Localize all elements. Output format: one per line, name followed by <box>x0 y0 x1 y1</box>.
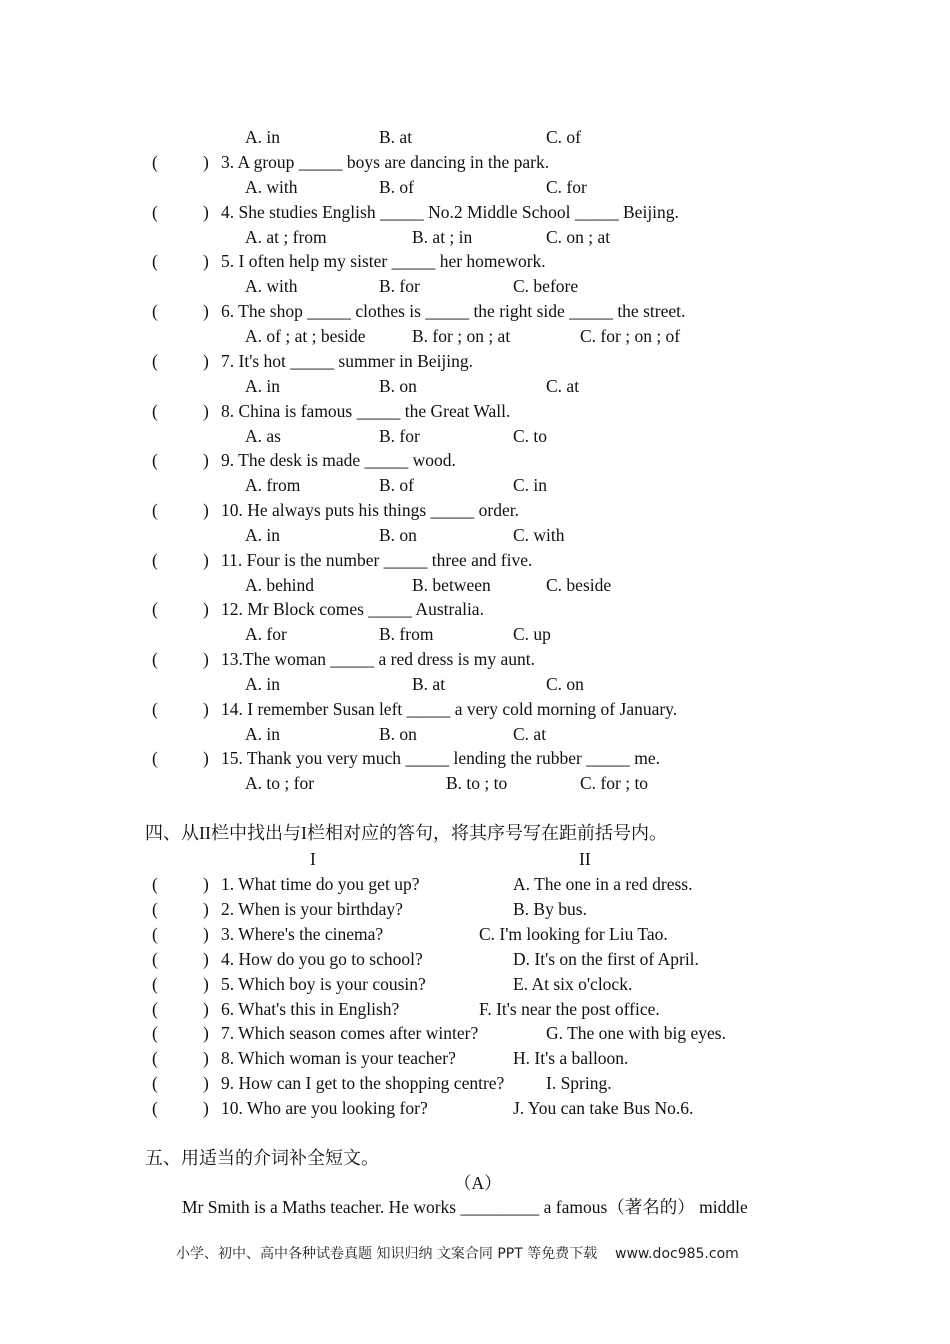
match-paren-open: ( <box>152 1048 158 1068</box>
match-question: 3. Where's the cinema? <box>221 924 384 944</box>
option-label: B. for <box>379 276 420 296</box>
option-label: B. from <box>379 624 434 644</box>
match-paren-close: ) <box>203 899 209 919</box>
option-label: B. to ; to <box>446 773 508 793</box>
answer-paren-close: ) <box>203 152 209 172</box>
match-paren-open: ( <box>152 899 158 919</box>
option-label: C. to <box>513 426 548 446</box>
match-answer: D. It's on the first of April. <box>513 949 699 969</box>
match-paren-open: ( <box>152 999 158 1019</box>
match-question: 4. How do you go to school? <box>221 949 423 969</box>
answer-paren-close: ) <box>203 202 209 222</box>
column-ii-header: II <box>579 849 591 869</box>
option-label: A. with <box>245 276 298 296</box>
answer-paren-open: ( <box>152 152 158 172</box>
option-label: A. in <box>245 724 280 744</box>
option-label: C. at <box>546 376 580 396</box>
answer-paren-open: ( <box>152 401 158 421</box>
match-question: 5. Which boy is your cousin? <box>221 974 426 994</box>
match-paren-close: ) <box>203 999 209 1019</box>
match-answer: B. By bus. <box>513 899 587 919</box>
answer-paren-open: ( <box>152 301 158 321</box>
match-paren-close: ) <box>203 924 209 944</box>
option-label: A. at ; from <box>245 227 327 247</box>
option-label: C. with <box>513 525 565 545</box>
option-label: C. for <box>546 177 587 197</box>
match-paren-close: ) <box>203 1048 209 1068</box>
option-label: A. in <box>245 525 280 545</box>
match-question: 7. Which season comes after winter? <box>221 1023 479 1043</box>
option-label: B. at ; in <box>412 227 473 247</box>
answer-paren-close: ) <box>203 748 209 768</box>
option-label: A. with <box>245 177 298 197</box>
option-label: C. for ; on ; of <box>580 326 681 346</box>
match-answer: G. The one with big eyes. <box>546 1023 726 1043</box>
answer-paren-open: ( <box>152 500 158 520</box>
option-label: B. on <box>379 724 417 744</box>
match-answer: A. The one in a red dress. <box>513 874 693 894</box>
match-paren-open: ( <box>152 924 158 944</box>
option-label: C. of <box>546 127 581 147</box>
question-stem: 5. I often help my sister _____ her homework. <box>221 251 546 271</box>
match-paren-close: ) <box>203 874 209 894</box>
match-answer: I. Spring. <box>546 1073 612 1093</box>
match-paren-open: ( <box>152 1098 158 1118</box>
section5-title: 五、用适当的介词补全短文。 <box>145 1148 379 1168</box>
match-paren-open: ( <box>152 974 158 994</box>
option-label: A. as <box>245 426 281 446</box>
question-stem: 4. She studies English _____ No.2 Middle School _____ Beijing. <box>221 202 679 222</box>
match-question: 9. How can I get to the shopping centre? <box>221 1073 505 1093</box>
option-label: C. on <box>546 674 584 694</box>
answer-paren-open: ( <box>152 202 158 222</box>
answer-paren-close: ) <box>203 251 209 271</box>
question-stem: 3. A group _____ boys are dancing in the park. <box>221 152 550 172</box>
option-label: A. for <box>245 624 287 644</box>
answer-paren-open: ( <box>152 450 158 470</box>
option-label: B. on <box>379 525 417 545</box>
question-stem: 15. Thank you very much _____ lending the rubber _____ me. <box>221 748 661 768</box>
answer-paren-close: ) <box>203 699 209 719</box>
answer-paren-close: ) <box>203 649 209 669</box>
match-paren-open: ( <box>152 1023 158 1043</box>
option-label: A. in <box>245 376 280 396</box>
question-stem: 9. The desk is made _____ wood. <box>221 450 456 470</box>
passage-first-line: Mr Smith is a Maths teacher. He works _________ a famous（著名的） middle <box>182 1197 748 1217</box>
option-label: B. of <box>379 177 414 197</box>
match-question: 1. What time do you get up? <box>221 874 420 894</box>
match-answer: J. You can take Bus No.6. <box>513 1098 694 1118</box>
option-label: C. beside <box>546 575 612 595</box>
answer-paren-open: ( <box>152 351 158 371</box>
option-label: A. to ; for <box>245 773 315 793</box>
question-stem: 7. It's hot _____ summer in Beijing. <box>221 351 474 371</box>
question-stem: 8. China is famous _____ the Great Wall. <box>221 401 511 421</box>
option-label: C. on ; at <box>546 227 611 247</box>
answer-paren-open: ( <box>152 599 158 619</box>
answer-paren-close: ) <box>203 351 209 371</box>
answer-paren-close: ) <box>203 599 209 619</box>
match-paren-open: ( <box>152 949 158 969</box>
question-stem: 6. The shop _____ clothes is _____ the right side _____ the street. <box>221 301 686 321</box>
question-stem: 11. Four is the number _____ three and five. <box>221 550 533 570</box>
option-label: B. between <box>412 575 491 595</box>
section4-title: 四、从II栏中找出与I栏相对应的答句，将其序号写在距前括号内。 <box>145 823 667 843</box>
match-answer: C. I'm looking for Liu Tao. <box>479 924 668 944</box>
option-label: B. for <box>379 426 420 446</box>
match-answer: H. It's a balloon. <box>513 1048 629 1068</box>
option-label: A. behind <box>245 575 315 595</box>
option-label: A. in <box>245 127 280 147</box>
match-answer: E. At six o'clock. <box>513 974 633 994</box>
match-question: 6. What's this in English? <box>221 999 400 1019</box>
answer-paren-open: ( <box>152 550 158 570</box>
match-paren-close: ) <box>203 1073 209 1093</box>
answer-paren-open: ( <box>152 251 158 271</box>
match-paren-close: ) <box>203 974 209 994</box>
option-label: C. in <box>513 475 548 495</box>
option-label: B. of <box>379 475 414 495</box>
column-i-header: I <box>310 849 316 869</box>
answer-paren-close: ) <box>203 401 209 421</box>
match-question: 8. Which woman is your teacher? <box>221 1048 456 1068</box>
answer-paren-open: ( <box>152 699 158 719</box>
option-label: B. at <box>379 127 413 147</box>
answer-paren-close: ) <box>203 450 209 470</box>
question-stem: 13.The woman _____ a red dress is my aunt. <box>221 649 535 669</box>
option-label: B. on <box>379 376 417 396</box>
match-question: 2. When is your birthday? <box>221 899 403 919</box>
answer-paren-close: ) <box>203 500 209 520</box>
option-label: B. for ; on ; at <box>412 326 511 346</box>
passage-a-label: （A） <box>454 1173 502 1193</box>
match-paren-close: ) <box>203 949 209 969</box>
option-label: C. up <box>513 624 551 644</box>
question-stem: 14. I remember Susan left _____ a very cold morning of January. <box>221 699 678 719</box>
answer-paren-open: ( <box>152 748 158 768</box>
answer-paren-close: ) <box>203 550 209 570</box>
option-label: A. in <box>245 674 280 694</box>
match-paren-open: ( <box>152 1073 158 1093</box>
option-label: B. at <box>412 674 446 694</box>
match-paren-close: ) <box>203 1098 209 1118</box>
match-answer: F. It's near the post office. <box>479 999 660 1019</box>
page-footer: 小学、初中、高中各种试卷真题 知识归纳 文案合同 PPT 等免费下载 www.doc985.com <box>176 1246 739 1262</box>
question-stem: 12. Mr Block comes _____ Australia. <box>221 599 484 619</box>
match-paren-open: ( <box>152 874 158 894</box>
answer-paren-open: ( <box>152 649 158 669</box>
match-question: 10. Who are you looking for? <box>221 1098 428 1118</box>
answer-paren-close: ) <box>203 301 209 321</box>
match-paren-close: ) <box>203 1023 209 1043</box>
option-label: C. for ; to <box>580 773 649 793</box>
option-label: A. of ; at ; beside <box>245 326 366 346</box>
question-stem: 10. He always puts his things _____ order. <box>221 500 519 520</box>
option-label: C. before <box>513 276 579 296</box>
option-label: C. at <box>513 724 547 744</box>
option-label: A. from <box>245 475 301 495</box>
